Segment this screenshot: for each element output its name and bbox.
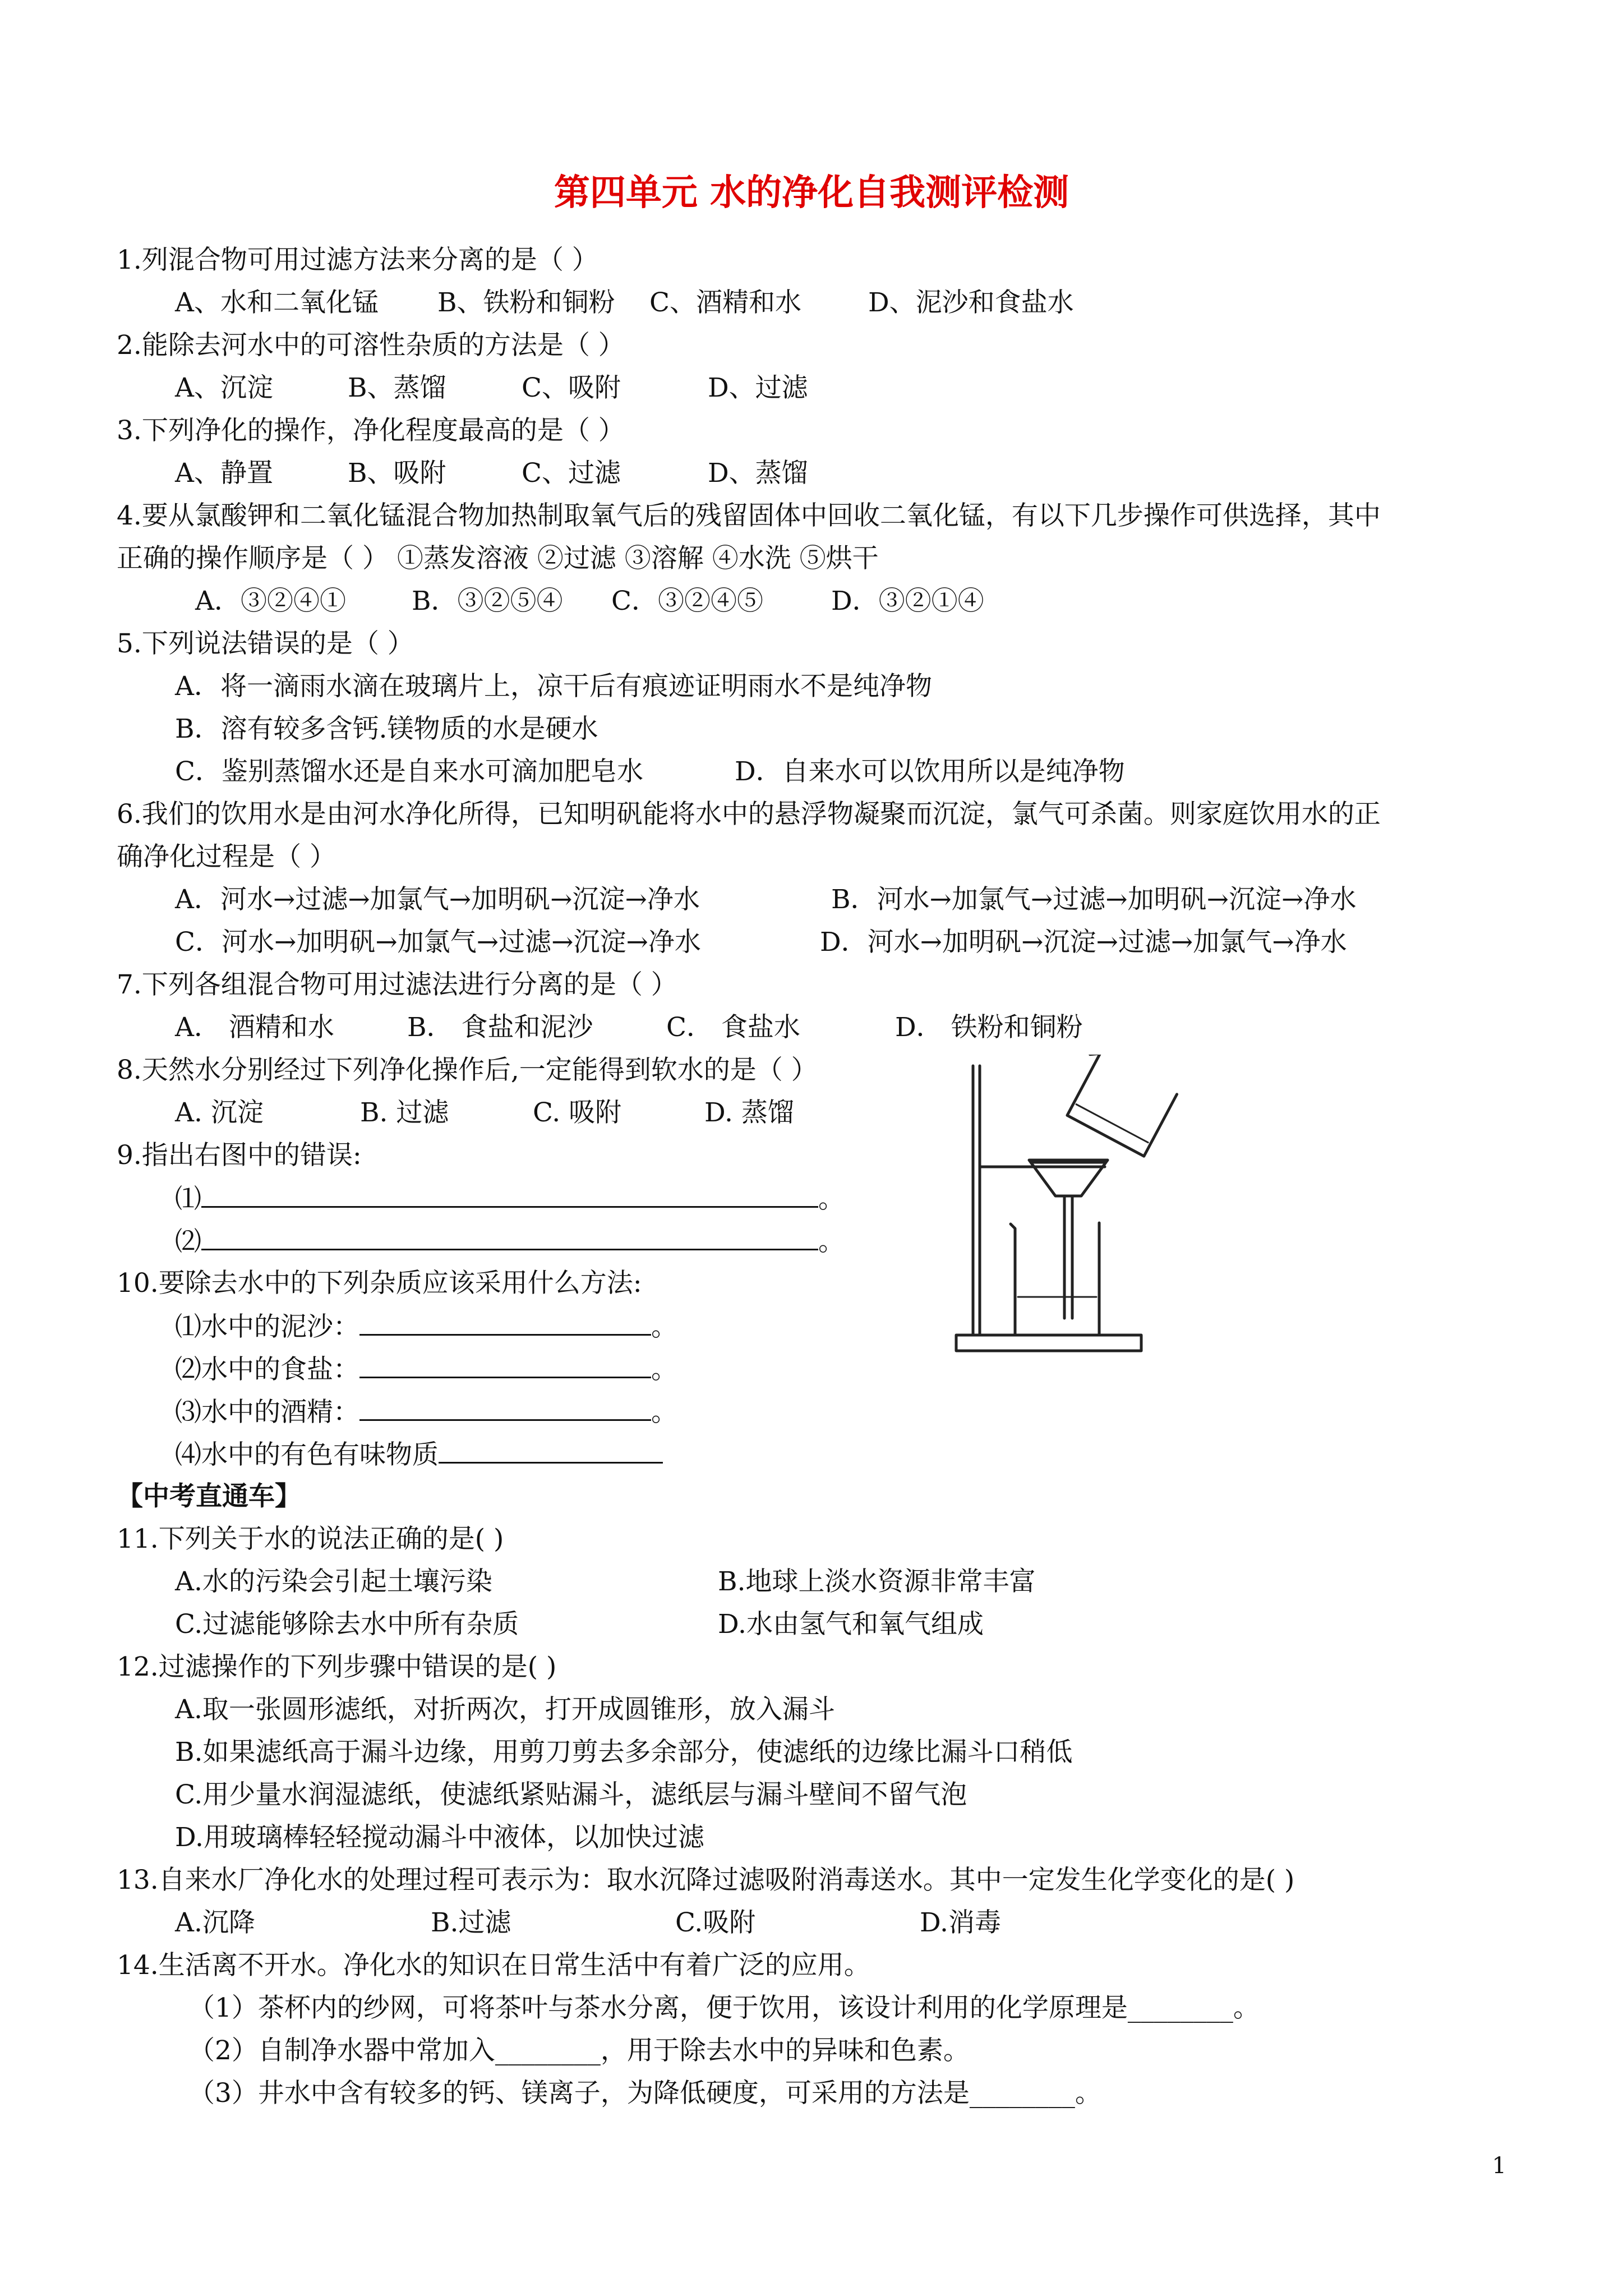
question-13-option-a: A.沉降: [175, 1907, 255, 1938]
question-3-option-d: D、蒸馏: [708, 458, 808, 489]
question-5-option-a: A．将一滴雨水滴在玻璃片上，凉干后有痕迹证明雨水不是纯净物: [175, 671, 932, 702]
question-5-option-b: B．溶有较多含钙.镁物质的水是硬水: [175, 714, 598, 744]
question-5-stem: 5.下列说法错误的是（ ）: [117, 628, 414, 659]
question-3-option-b: B、吸附: [348, 458, 446, 489]
question-10-answer-blank-4[interactable]: [439, 1437, 663, 1464]
question-3-option-a: A、静置: [175, 458, 273, 489]
question-4-line-1: 4.要从氯酸钾和二氧化锰混合物加热制取氧气后的残留固体中回收二氧化锰，有以下几步操作可供选择，其中: [117, 500, 1381, 531]
question-9-item-1-end: 。: [818, 1184, 845, 1214]
question-13-option-b: B.过滤: [431, 1907, 511, 1938]
page-number: 1: [1492, 2153, 1506, 2179]
question-9-answer-blank-1[interactable]: [201, 1181, 818, 1208]
question-7-option-a: A． 酒精和水: [175, 1012, 334, 1043]
question-11-option-a: A.水的污染会引起土壤污染: [175, 1566, 492, 1597]
question-6-line-2: 确净化过程是（ ）: [117, 841, 336, 872]
question-2-stem: 2.能除去河水中的可溶性杂质的方法是（ ）: [117, 330, 625, 361]
question-10-item-1: [175, 1309, 677, 1344]
question-12-option-d: D.用玻璃棒轻轻搅动漏斗中液体，以加快过滤: [175, 1822, 704, 1853]
question-9-item-2-label: ⑵: [175, 1226, 201, 1257]
question-10-item-3-label: ⑶水中的酒精：: [175, 1397, 359, 1428]
question-6-option-a: A．河水→过滤→加氯气→加明矾→沉淀→净水: [175, 884, 700, 915]
question-1-stem: 1.列混合物可用过滤方法来分离的是（ ）: [117, 245, 598, 275]
question-1-option-d: D、泥沙和食盐水: [868, 287, 1074, 318]
page-title: 第四单元 水的净化自我测评检测: [554, 172, 1069, 214]
question-7-option-b: B． 食盐和泥沙: [407, 1012, 593, 1043]
question-9-item-2-end: 。: [818, 1226, 845, 1257]
question-9-item-1: [175, 1181, 845, 1216]
question-10-stem: 10.要除去水中的下列杂质应该采用什么方法:: [117, 1268, 642, 1299]
question-11-option-b: B.地球上淡水资源非常丰富: [718, 1566, 1036, 1597]
question-6-line-1: 6.我们的饮用水是由河水净化所得，已知明矾能将水中的悬浮物凝聚而沉淀，氯气可杀菌。则家庭饮用水的正: [117, 799, 1381, 830]
question-14-stem: 14.生活离不开水。净化水的知识在日常生活中有着广泛的应用。: [117, 1950, 870, 1981]
section-heading: 【中考直通车】: [117, 1481, 301, 1512]
question-6-option-c: C．河水→加明矾→加氯气→过滤→沉淀→净水: [175, 927, 701, 958]
question-12-option-a: A.取一张圆形滤纸，对折两次，打开成圆锥形，放入漏斗: [175, 1694, 835, 1725]
question-11-option-d: D.水由氢气和氧气组成: [718, 1609, 984, 1640]
question-2-option-a: A、沉淀: [175, 372, 273, 403]
question-7-option-c: C． 食盐水: [666, 1012, 800, 1043]
question-12-stem: 12.过滤操作的下列步骤中错误的是( ): [117, 1651, 557, 1682]
question-11-stem: 11.下列关于水的说法正确的是( ): [117, 1524, 504, 1554]
question-1-option-a: A、水和二氧化锰: [175, 287, 379, 318]
question-12-option-b: B.如果滤纸高于漏斗边缘，用剪刀剪去多余部分，使滤纸的边缘比漏斗口稍低: [175, 1737, 1073, 1768]
question-13-option-c: C.吸附: [675, 1907, 756, 1938]
pouring-beaker: [1060, 1055, 1177, 1156]
question-6-option-b: B．河水→加氯气→过滤→加明矾→沉淀→净水: [831, 884, 1357, 915]
question-10-item-3: [175, 1395, 677, 1429]
question-9-stem: 9.指出右图中的错误:: [117, 1140, 362, 1171]
question-11-option-c: C.过滤能够除去水中所有杂质: [175, 1609, 519, 1640]
question-10-item-4: [175, 1437, 663, 1472]
question-1-option-b: B、铁粉和铜粉: [437, 287, 615, 318]
question-1-option-c: C、酒精和水: [649, 287, 801, 318]
question-4-option-a: A．③②④①: [195, 586, 346, 616]
question-10-item-2-label: ⑵水中的食盐：: [175, 1354, 359, 1385]
question-2-option-b: B、蒸馏: [348, 372, 446, 403]
question-10-item-1-end: 。: [651, 1312, 677, 1342]
question-8-stem: 8.天然水分别经过下列净化操作后,一定能得到软水的是（ ）: [117, 1055, 818, 1085]
question-10-item-3-end: 。: [651, 1397, 677, 1428]
filtration-apparatus-figure: [948, 1055, 1195, 1369]
question-5-option-d: D．自来水可以饮用所以是纯净物: [735, 756, 1125, 787]
question-3-stem: 3.下列净化的操作，净化程度最高的是（ ）: [117, 415, 625, 446]
question-4-option-b: B．③②⑤④: [412, 586, 563, 616]
question-8-option-a: A. 沉淀: [175, 1097, 264, 1128]
question-9-answer-blank-2[interactable]: [201, 1224, 818, 1250]
question-10-item-1-label: ⑴水中的泥沙：: [175, 1312, 359, 1342]
question-4-line-2: 正确的操作顺序是（ ） ①蒸发溶液 ②过滤 ③溶解 ④水洗 ⑤烘干: [117, 543, 879, 574]
question-5-option-c: C．鉴别蒸馏水还是自来水可滴加肥皂水: [175, 756, 643, 787]
question-7-option-d: D． 铁粉和铜粉: [895, 1012, 1083, 1043]
stand-base: [956, 1335, 1141, 1351]
question-3-option-c: C、过滤: [522, 458, 621, 489]
question-12-option-c: C.用少量水润湿滤纸，使滤纸紧贴漏斗，滤纸层与漏斗壁间不留气泡: [175, 1779, 967, 1810]
question-14-sub-1: （1）茶杯内的纱网，可将茶叶与茶水分离，便于饮用，该设计利用的化学原理是________。: [188, 1993, 1260, 2023]
question-7-stem: 7.下列各组混合物可用过滤法进行分离的是（ ）: [117, 969, 677, 1000]
question-14-sub-3: （3）井水中含有较多的钙、镁离子，为降低硬度，可采用的方法是________。: [188, 2078, 1101, 2109]
question-8-option-b: B. 过滤: [360, 1097, 449, 1128]
question-9-item-2: [175, 1224, 845, 1259]
question-6-option-d: D．河水→加明矾→沉淀→过滤→加氯气→净水: [820, 927, 1347, 958]
beaker-below: [1011, 1223, 1099, 1335]
question-8-option-d: D. 蒸馏: [704, 1097, 794, 1128]
question-10-item-2-end: 。: [651, 1354, 677, 1385]
question-10-item-2: [175, 1352, 677, 1387]
question-10-answer-blank-1[interactable]: [359, 1309, 651, 1336]
question-13-option-d: D.消毒: [920, 1907, 1001, 1938]
question-14-sub-2: （2）自制净水器中常加入________，用于除去水中的异味和色素。: [188, 2035, 970, 2066]
question-2-option-d: D、过滤: [708, 372, 808, 403]
question-13-stem: 13.自来水厂净化水的处理过程可表示为：取水沉降过滤吸附消毒送水。其中一定发生化学变化的是( ): [117, 1865, 1295, 1895]
question-4-option-d: D．③②①④: [831, 586, 984, 616]
question-10-item-4-label: ⑷水中的有色有味物质: [175, 1439, 439, 1470]
question-2-option-c: C、吸附: [522, 372, 621, 403]
question-9-item-1-label: ⑴: [175, 1184, 201, 1214]
question-10-answer-blank-2[interactable]: [359, 1352, 651, 1378]
question-10-answer-blank-3[interactable]: [359, 1395, 651, 1421]
question-8-option-c: C. 吸附: [533, 1097, 622, 1128]
question-4-option-c: C．③②④⑤: [611, 586, 763, 616]
